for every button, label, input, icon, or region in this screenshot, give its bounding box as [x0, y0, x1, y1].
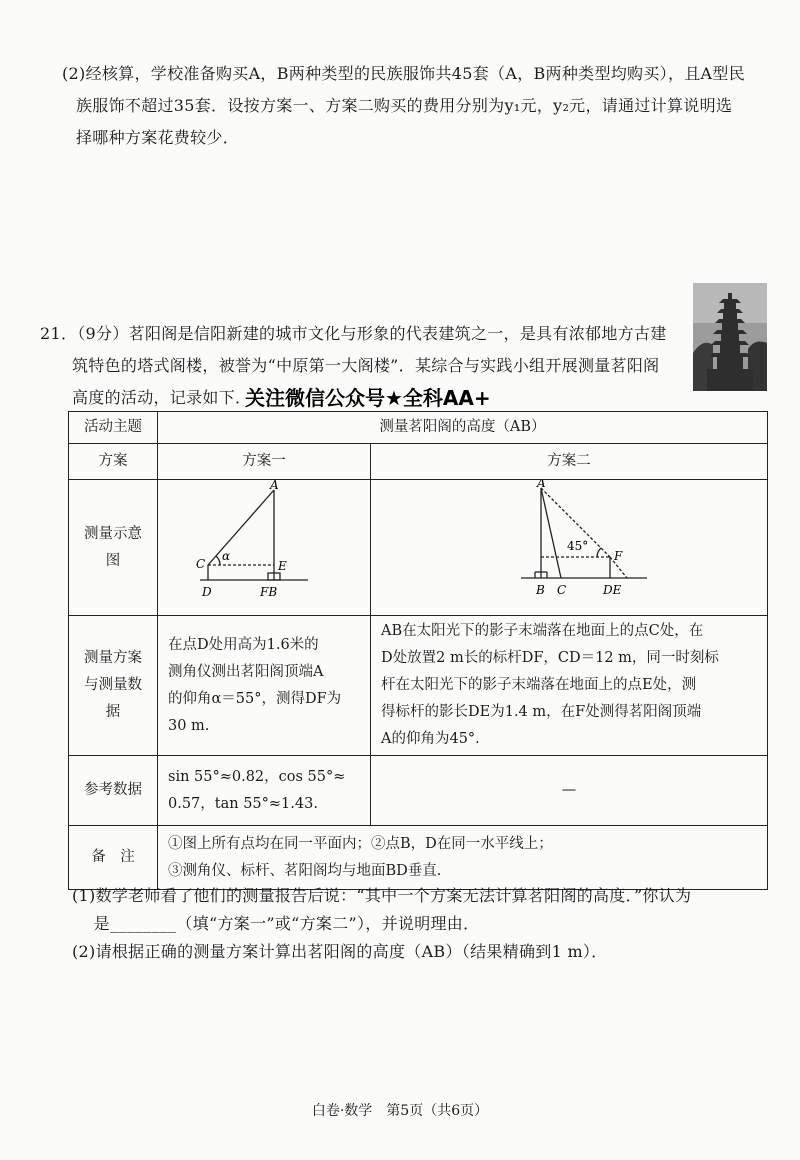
note-text	[158, 826, 768, 890]
text-line: 得标杆的影长DE为1.4 m，在F处测得茗阳阁顶端	[381, 704, 702, 720]
text-line: ③测角仪、标杆、茗阳阁均与地面BD垂直.	[168, 862, 442, 879]
diagram-label: 测量示意图	[69, 480, 158, 616]
d1-label-fb: FB	[260, 585, 278, 599]
text-line: 0.57，tan 55°≈1.43.	[168, 795, 318, 812]
d1-label-d: D	[202, 585, 212, 599]
text-line: 测角仪测出茗阳阁顶端A	[168, 663, 324, 680]
ref1-text	[158, 756, 371, 826]
plan2-label: 方案二	[371, 444, 768, 480]
text-line: 的仰角α＝55°，测得DF为	[168, 690, 342, 707]
text-line: 筑特色的塔式阁楼，被誉为“中原第一大阁楼”．某综合与实践小组开展测量茗阳阁	[72, 356, 660, 375]
question-1-line: 是________（填“方案一”或“方案二”），并说明理由．	[72, 914, 480, 933]
theme-label: 活动主题	[69, 412, 158, 444]
d2-label-c: C	[557, 583, 567, 597]
text-line: A的仰角为45°.	[381, 731, 480, 747]
text-line: 杆在太阳光下的影子末端落在地面上的点E处，测	[381, 677, 697, 693]
d2-label-angle: 45°	[567, 539, 589, 553]
d2-label-a: A	[537, 480, 546, 490]
theme-value: 测量茗阳阁的高度（AB）	[158, 412, 768, 444]
text-line: AB在太阳光下的影子末端落在地面上的点C处，在	[381, 623, 704, 639]
text-line: (2)经核算，学校准备购买A，B两种类型的民族服饰共45套（A，B两种类型均购买），且A型民	[62, 64, 746, 83]
question-2: (2)请根据正确的测量方案计算出茗阳阁的高度（AB）（结果精确到1 m）．	[72, 942, 608, 961]
text-line: 择哪种方案花费较少．	[76, 128, 240, 147]
method-label-line: 测量方案	[84, 650, 142, 666]
diagram1	[158, 480, 370, 605]
method-label-line: 与测量数据	[84, 677, 142, 720]
text-line: sin 55°≈0.82，cos 55°≈	[168, 768, 346, 785]
q21-questions	[72, 882, 782, 966]
q20-part2	[62, 58, 782, 154]
diagram2	[371, 480, 767, 605]
question-1-line: (1)数学老师看了他们的测量报告后说：“其中一个方案无法计算茗阳阁的高度．”你认为	[72, 886, 692, 905]
plan1-label: 方案一	[158, 444, 371, 480]
activity-table	[68, 411, 768, 890]
text-line: D处放置2 m长的标杆DF，CD＝12 m，同一时刻标	[381, 650, 719, 666]
text-line: 在点D处用高为1.6米的	[168, 636, 319, 653]
text-line: 21．（9分）茗阳阁是信阳新建的城市文化与形象的代表建筑之一，是具有浓郁地方古建	[40, 324, 667, 343]
method1-text	[158, 616, 371, 756]
d1-label-c: C	[196, 557, 206, 571]
d1-label-alpha: α	[222, 549, 231, 563]
d2-label-de: DE	[603, 583, 622, 597]
ref-label: 参考数据	[69, 756, 158, 826]
diagram2-cell	[371, 480, 768, 616]
plan-label: 方案	[69, 444, 158, 480]
text-line: 族服饰不超过35套．设按方案一、方案二购买的费用分别为y₁元，y₂元，请通过计算说明选	[76, 96, 733, 115]
note-label: 备 注	[69, 826, 158, 890]
method2-text	[371, 616, 768, 756]
d2-label-b: B	[536, 583, 545, 597]
watermark-text: 关注微信公众号★全科AA+	[245, 386, 491, 410]
d1-label-a: A	[270, 480, 279, 492]
pagoda-photo	[693, 283, 767, 391]
d1-label-e: E	[278, 559, 287, 573]
text-line: 30 m.	[168, 717, 210, 734]
text-line: 高度的活动，记录如下．	[72, 388, 252, 407]
ref2-text: —	[371, 756, 768, 826]
text-line: ①图上所有点均在同一平面内；②点B，D在同一水平线上；	[168, 835, 553, 852]
d2-label-f: F	[614, 549, 623, 563]
method-label	[69, 616, 158, 756]
diagram1-cell	[158, 480, 371, 616]
page-footer: 白卷·数学 第5页（共6页）	[311, 1103, 489, 1119]
